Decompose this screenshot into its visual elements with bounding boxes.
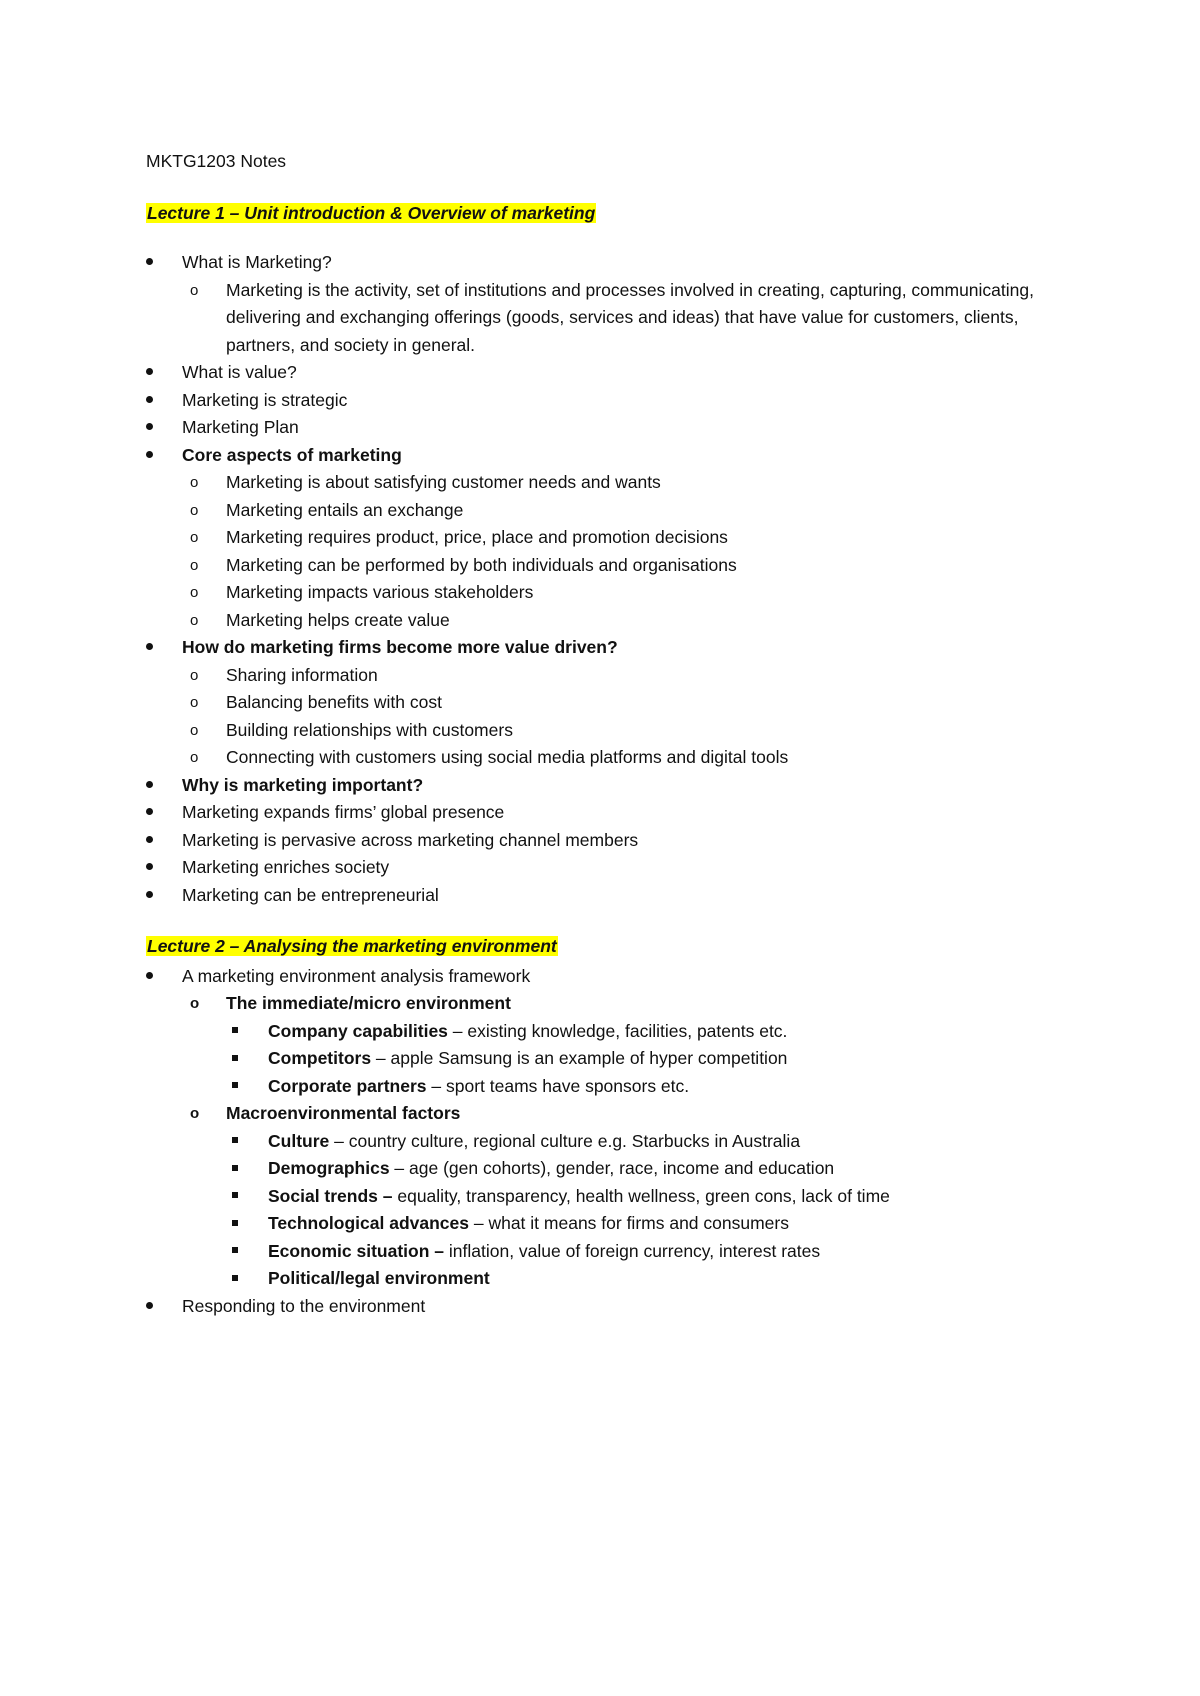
- item-text: The immediate/micro environment: [226, 993, 511, 1013]
- item-text: A marketing environment analysis framework: [182, 965, 531, 986]
- item-text: Responding to the environment: [182, 1295, 426, 1316]
- circle-bullet-icon: o: [190, 694, 199, 711]
- item-text: – country culture, regional culture e.g. Starbucks in Australia: [329, 1130, 801, 1151]
- circle-bullet-icon: o: [190, 501, 199, 519]
- list-item: [146, 827, 1086, 855]
- item-term: Culture: [268, 1130, 330, 1151]
- item-text: – age (gen cohorts), gender, race, income and education: [389, 1158, 835, 1178]
- bullet-icon: [146, 359, 166, 387]
- list-item: [146, 1018, 1086, 1046]
- item-term: Corporate partners: [268, 1075, 427, 1096]
- square-bullet-icon: [232, 1210, 252, 1238]
- item-term: Social trends –: [268, 1185, 398, 1206]
- item-text: Why is marketing important?: [182, 774, 424, 795]
- item-text: Marketing helps create value: [226, 609, 450, 630]
- bullet-icon: [146, 854, 166, 882]
- bullet-icon: [146, 772, 166, 800]
- list-item: [146, 882, 1086, 910]
- list-item: [146, 524, 1086, 552]
- square-bullet-icon: [232, 1155, 252, 1183]
- list-item: [146, 579, 1086, 607]
- bullet-icon: [146, 414, 166, 442]
- document-page: [146, 148, 1086, 1320]
- item-text: Marketing expands firms’ global presence: [182, 802, 505, 822]
- item-text: Marketing Plan: [182, 417, 299, 437]
- list-item: [146, 442, 1086, 470]
- list-item: [146, 634, 1086, 662]
- circle-bullet-icon: o: [190, 556, 199, 574]
- lecture-1-heading-text: Lecture 1 – Unit introduction & Overview of marketing: [147, 202, 596, 223]
- bullet-icon: [146, 634, 166, 662]
- document-title: MKTG1203 Notes: [146, 151, 287, 171]
- item-text: Connecting with customers using social media platforms and digital tools: [226, 747, 789, 767]
- item-text: Marketing enriches society: [182, 857, 390, 877]
- circle-bullet-icon: o: [190, 666, 199, 684]
- circle-bullet-icon: o: [190, 611, 199, 629]
- list-item: [146, 990, 1086, 1018]
- list-item: [146, 744, 1086, 772]
- circle-bullet-icon: o: [190, 474, 199, 491]
- circle-bullet-icon: o: [190, 584, 199, 601]
- item-text: Marketing impacts various stakeholders: [226, 582, 534, 602]
- item-term: Company capabilities: [268, 1020, 448, 1041]
- circle-bullet-icon: o: [190, 281, 199, 299]
- item-text: What is Marketing?: [182, 252, 332, 272]
- bullet-icon: [146, 249, 166, 277]
- item-text: Marketing is the activity, set of institutions and processes involved in creating, capturing, communicating, delivering and exchanging offerings (goods, services and ideas) that have value for customers, clients, partners, and society in general.: [226, 279, 1034, 355]
- item-term: Demographics: [268, 1158, 390, 1178]
- item-text: Building relationships with customers: [226, 719, 513, 740]
- lecture-1-list: [146, 249, 1086, 909]
- bullet-icon: [146, 799, 166, 827]
- list-item: [146, 1210, 1086, 1238]
- list-item: [146, 1100, 1086, 1128]
- list-item: [146, 799, 1086, 827]
- lecture-2-list: [146, 963, 1086, 1321]
- list-item: [146, 469, 1086, 497]
- item-text: – sport teams have sponsors etc.: [426, 1075, 690, 1096]
- bullet-icon: [146, 442, 166, 470]
- item-text: Marketing entails an exchange: [226, 499, 464, 520]
- item-text: Marketing requires product, price, place and promotion decisions: [226, 527, 728, 547]
- item-text: – apple Samsung is an example of hyper competition: [371, 1048, 788, 1068]
- list-item: [146, 414, 1086, 442]
- item-term: Economic situation –: [268, 1240, 449, 1261]
- list-item: [146, 1155, 1086, 1183]
- square-bullet-icon: [232, 1128, 252, 1156]
- item-text: What is value?: [182, 362, 297, 382]
- bullet-icon: [146, 1293, 166, 1321]
- item-text: Macroenvironmental factors: [226, 1103, 461, 1123]
- square-bullet-icon: [232, 1018, 252, 1046]
- list-item: [146, 277, 1086, 360]
- list-item: [146, 854, 1086, 882]
- list-item: [146, 387, 1086, 415]
- list-item: [146, 717, 1086, 745]
- lecture-1-heading: [146, 200, 1086, 228]
- item-text: Marketing can be entrepreneurial: [182, 884, 439, 905]
- lecture-2-heading-text: Lecture 2 – Analysing the marketing environment: [147, 936, 557, 956]
- square-bullet-icon: [232, 1265, 252, 1293]
- square-bullet-icon: [232, 1073, 252, 1101]
- circle-bullet-icon: o: [190, 721, 199, 739]
- item-text: inflation, value of foreign currency, interest rates: [448, 1240, 821, 1261]
- item-text: How do marketing firms become more value driven?: [182, 637, 618, 657]
- list-item: [146, 359, 1086, 387]
- list-item: [146, 552, 1086, 580]
- circle-bullet-icon: o: [190, 749, 199, 766]
- list-item: [146, 1183, 1086, 1211]
- item-text: Core aspects of marketing: [182, 444, 402, 465]
- list-item: [146, 963, 1086, 991]
- list-item: [146, 662, 1086, 690]
- square-bullet-icon: [232, 1183, 252, 1211]
- bullet-icon: [146, 963, 166, 991]
- bullet-icon: [146, 882, 166, 910]
- list-item: [146, 607, 1086, 635]
- bullet-icon: [146, 387, 166, 415]
- item-text: – what it means for firms and consumers: [469, 1213, 789, 1233]
- list-item: [146, 689, 1086, 717]
- item-text: – existing knowledge, facilities, patents etc.: [447, 1020, 788, 1041]
- item-text: Marketing is about satisfying customer needs and wants: [226, 472, 661, 492]
- circle-bullet-icon: o: [190, 529, 199, 546]
- list-item: [146, 1293, 1086, 1321]
- square-bullet-icon: [232, 1238, 252, 1266]
- item-text: Marketing can be performed by both individuals and organisations: [226, 554, 737, 575]
- circle-bullet-icon: o: [190, 1105, 200, 1122]
- item-term: Competitors: [268, 1048, 372, 1068]
- square-bullet-icon: [232, 1045, 252, 1073]
- circle-bullet-icon: o: [190, 995, 200, 1012]
- item-term: Technological advances: [268, 1213, 469, 1233]
- item-text: Marketing is strategic: [182, 389, 348, 410]
- item-text: Balancing benefits with cost: [226, 692, 442, 712]
- list-item: [146, 249, 1086, 277]
- item-text: Marketing is pervasive across marketing channel members: [182, 829, 639, 850]
- list-item: [146, 1265, 1086, 1293]
- list-item: [146, 1045, 1086, 1073]
- list-item: [146, 497, 1086, 525]
- list-item: [146, 1073, 1086, 1101]
- list-item: [146, 1238, 1086, 1266]
- lecture-2-heading: [146, 933, 1086, 961]
- item-text: equality, transparency, health wellness, green cons, lack of time: [397, 1185, 890, 1206]
- list-item: [146, 772, 1086, 800]
- item-term: Political/legal environment: [268, 1268, 490, 1288]
- list-item: [146, 1128, 1086, 1156]
- bullet-icon: [146, 827, 166, 855]
- item-text: Sharing information: [226, 664, 378, 685]
